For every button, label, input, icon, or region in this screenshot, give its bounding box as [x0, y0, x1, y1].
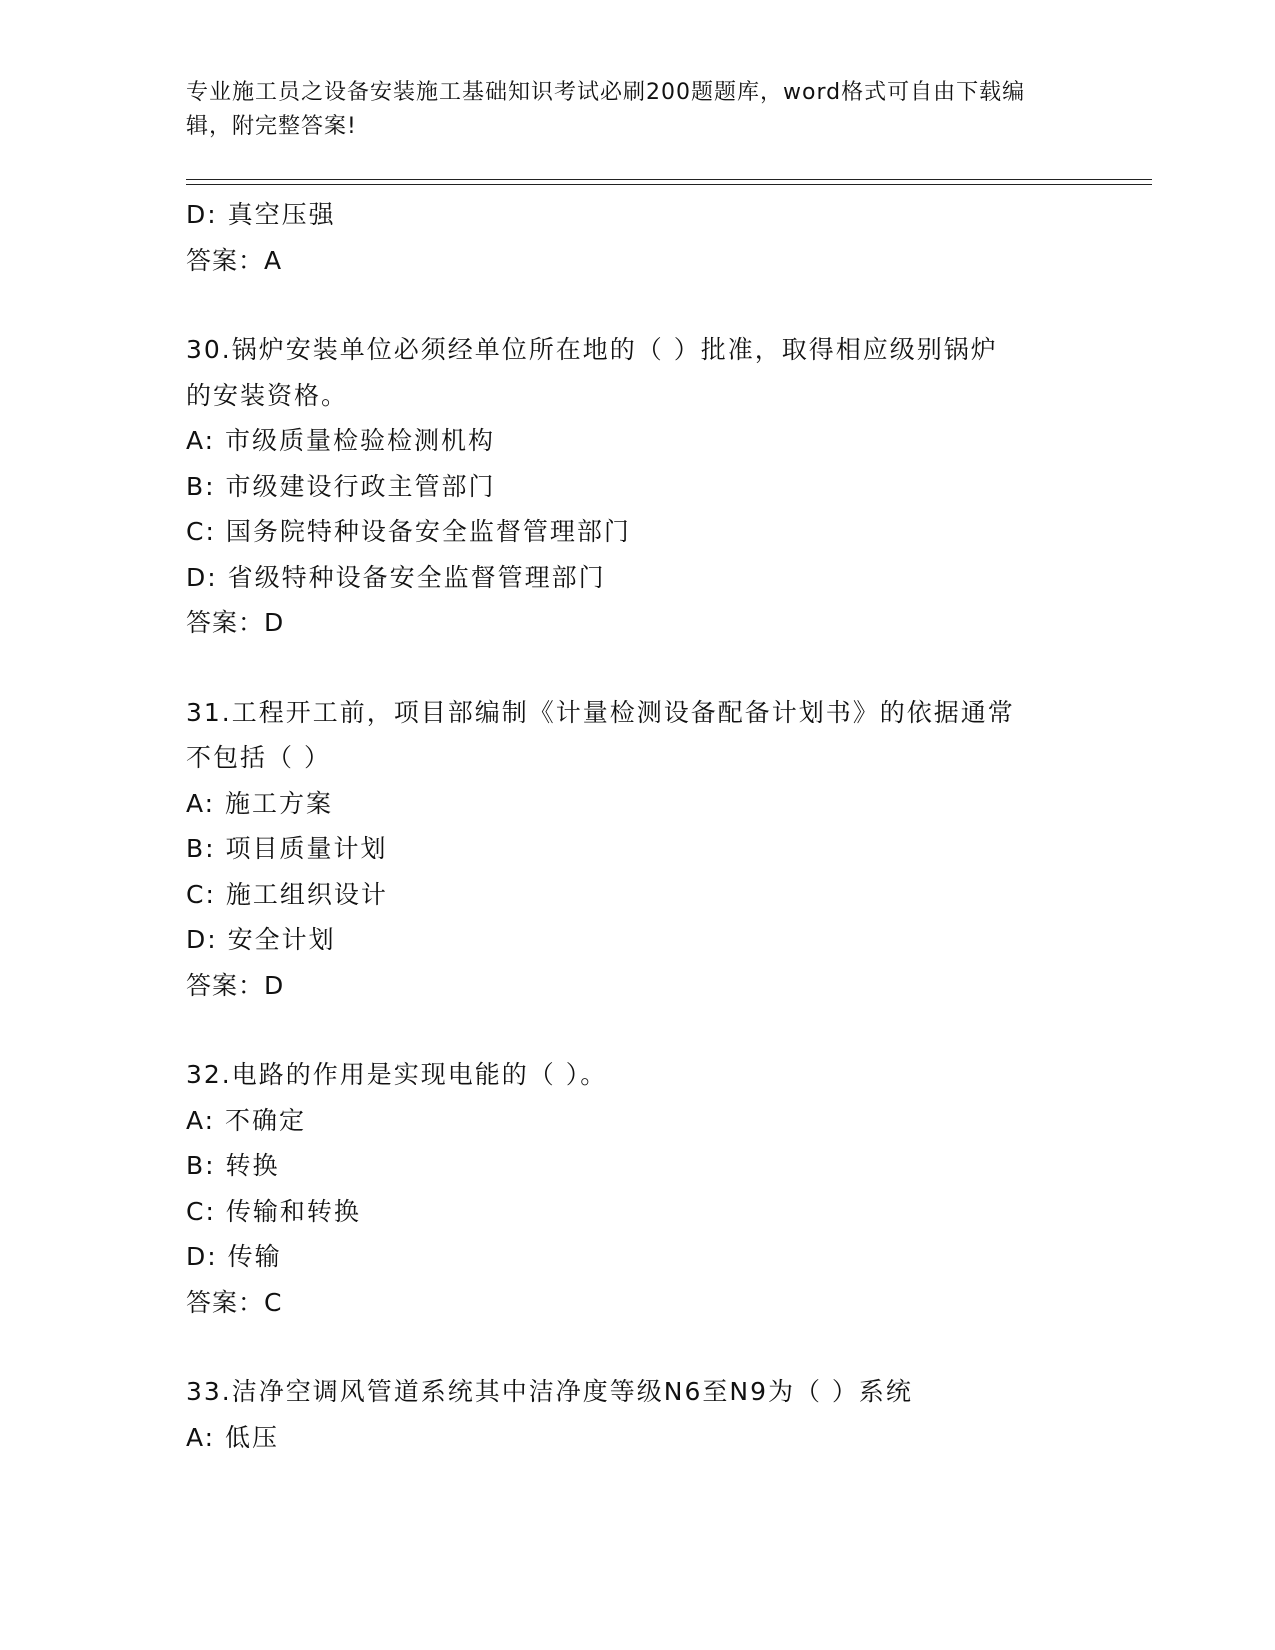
question-31	[186, 690, 1086, 1009]
question-stem: 的安装资格。	[186, 380, 349, 410]
answer: 答案：D	[186, 608, 285, 637]
question-30	[186, 327, 1086, 646]
question-32	[186, 1052, 1086, 1325]
question-33	[186, 1369, 1086, 1460]
document-header: 专业施工员之设备安装施工基础知识考试必刷200题题库，word格式可自由下载编辑，附完整答案!	[186, 80, 1026, 139]
option-b: B: 转换	[186, 1151, 280, 1180]
header-rule-bottom	[186, 184, 1152, 185]
option-d: D: 省级特种设备安全监督管理部门	[186, 562, 606, 592]
option-b: B: 项目质量计划	[186, 834, 388, 863]
spacer	[186, 283, 1086, 327]
answer: 答案：D	[186, 970, 285, 1000]
question-stem: 31.工程开工前，项目部编制《计量检测设备配备计划书》的依据通常	[186, 697, 1015, 727]
question-list	[186, 192, 1086, 1460]
option-d: D: 真空压强	[186, 200, 336, 229]
spacer	[186, 646, 1086, 690]
header-rule-top	[186, 179, 1152, 180]
spacer	[186, 1325, 1086, 1369]
option-d: D: 安全计划	[186, 925, 336, 954]
spacer	[186, 1008, 1086, 1052]
option-b: B: 市级建设行政主管部门	[186, 471, 496, 501]
option-c: C: 施工组织设计	[186, 879, 388, 909]
question-stem: 不包括（ ）	[186, 743, 331, 772]
answer: 答案：C	[186, 1287, 283, 1317]
answer: 答案：A	[186, 245, 283, 275]
option-a: A: 施工方案	[186, 788, 334, 818]
question-stem: 30.锅炉安装单位必须经单位所在地的（ ）批准，取得相应级别锅炉	[186, 335, 998, 364]
question-stem: 32.电路的作用是实现电能的（ ）。	[186, 1060, 608, 1089]
option-a: A: 不确定	[186, 1105, 307, 1135]
option-a: A: 低压	[186, 1422, 280, 1452]
option-c: C: 传输和转换	[186, 1196, 361, 1226]
option-a: A: 市级质量检验检测机构	[186, 426, 496, 455]
option-c: C: 国务院特种设备安全监督管理部门	[186, 517, 631, 546]
question-stem: 33.洁净空调风管道系统其中洁净度等级N6至N9为（ ）系统	[186, 1377, 913, 1406]
option-d: D: 传输	[186, 1242, 282, 1271]
